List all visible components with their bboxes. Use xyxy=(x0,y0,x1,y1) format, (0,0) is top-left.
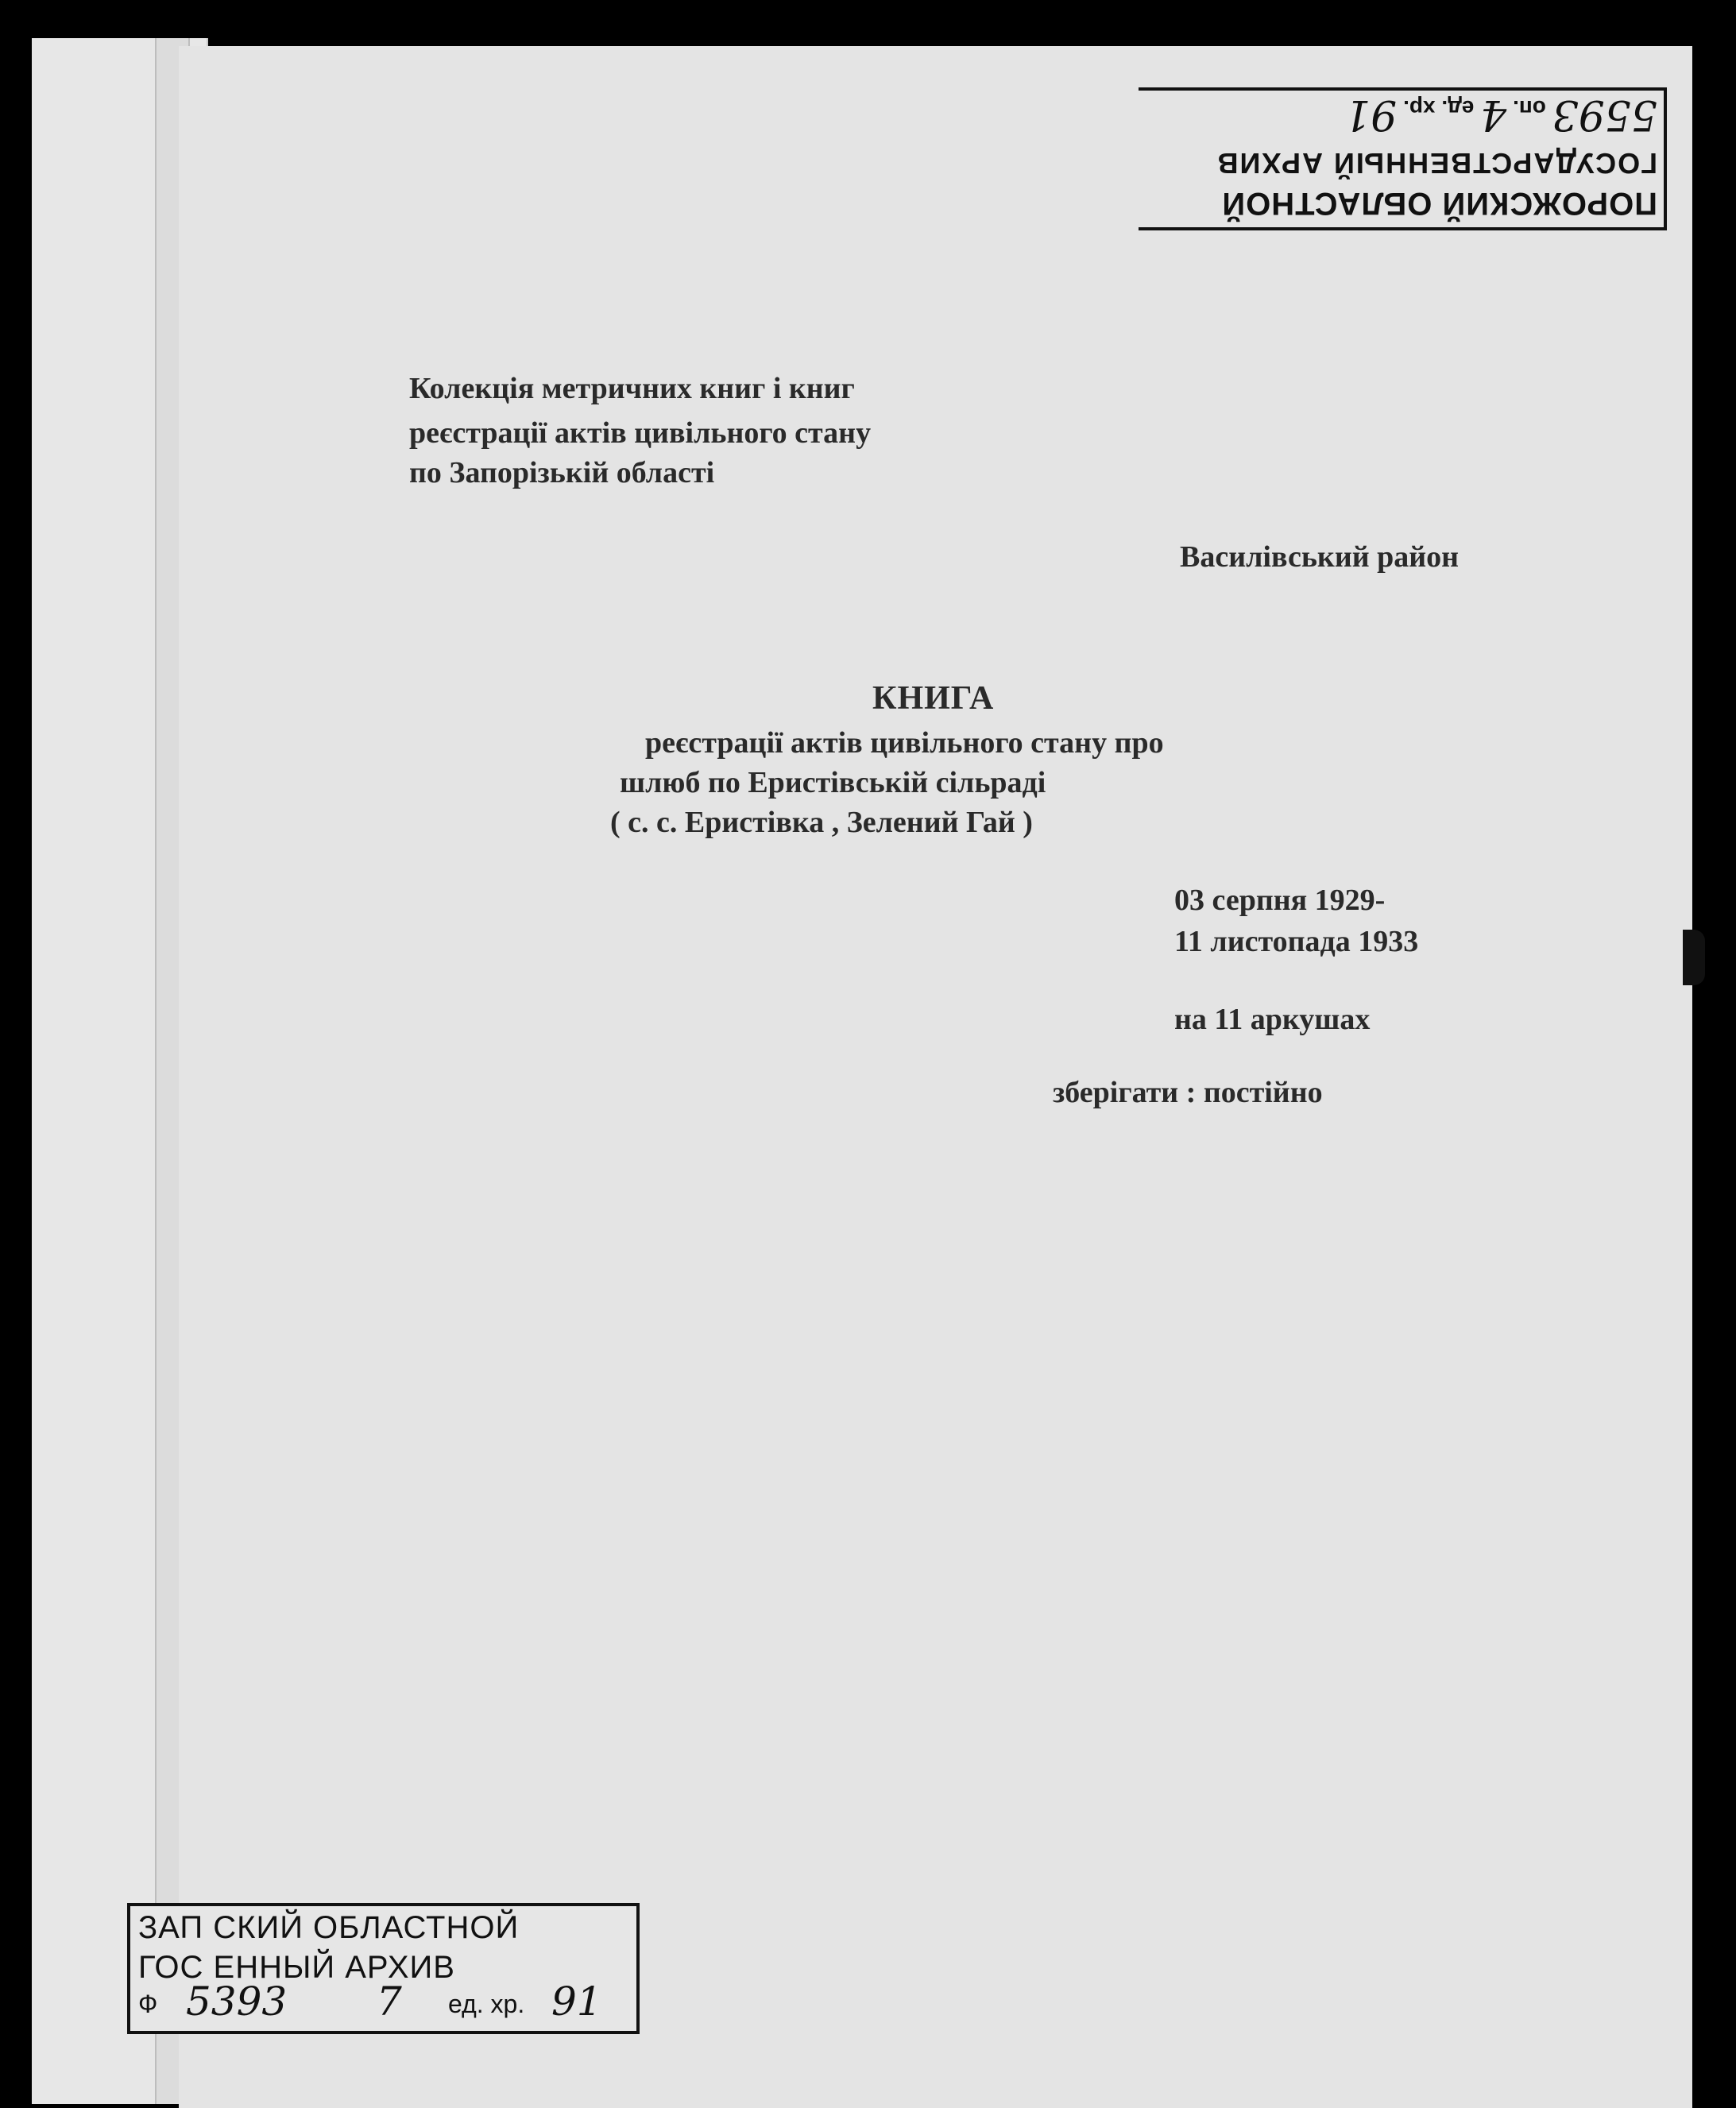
collection-line3: по Запорізькій області xyxy=(409,456,715,489)
collection-line1: Колекція метричних книг і книг xyxy=(409,372,855,405)
sheets-count: на 11 аркушах xyxy=(1174,1003,1371,1036)
stamp-top-line2: ГОСУДАРСТВЕННЫЙ АРХИВ xyxy=(1216,147,1657,180)
book-line2: шлюб по Еристівській сільраді xyxy=(620,766,1046,799)
stamp-top-ed-label: ед. хр. xyxy=(1403,96,1475,121)
stamp-top-op-label: оп. xyxy=(1513,96,1546,121)
collection-line2: реєстрації актів цивільного стану xyxy=(409,416,872,450)
book-line1: реєстрації актів цивільного стану про xyxy=(645,726,1164,760)
paper-sheet xyxy=(179,46,1692,2108)
stamp-bottom-fond-number: 5393 xyxy=(186,1978,288,2025)
stamp-top-line3 xyxy=(1344,91,1657,138)
archive-stamp-top xyxy=(1139,87,1667,230)
stamp-top-item-number: 91 xyxy=(1344,91,1398,138)
district-name: Василівський район xyxy=(1180,540,1460,574)
stamp-top-line1: ПОРОЖСКИЙ ОБЛАСТНОЙ xyxy=(1221,186,1657,221)
stamp-bottom-line2: ГОС ЕННЫЙ АРХИВ xyxy=(138,1950,455,1985)
book-line3: ( с. с. Еристівка , Зелений Гай ) xyxy=(610,806,1033,839)
stamp-bottom-item-number: 91 xyxy=(551,1978,602,2025)
stamp-top-opis-number: 4 xyxy=(1480,91,1507,138)
storage-term: зберігати : постійно xyxy=(1053,1076,1323,1109)
page-tab xyxy=(1683,930,1705,985)
stamp-bottom-opis-number: 7 xyxy=(377,1978,402,2025)
stamp-top-fond-number: 5593 xyxy=(1552,91,1657,138)
stamp-bottom-line1: ЗАП СКИЙ ОБЛАСТНОЙ xyxy=(138,1910,520,1945)
archive-stamp-bottom xyxy=(127,1903,640,2034)
book-title: КНИГА xyxy=(872,680,995,717)
date-from: 03 серпня 1929- xyxy=(1174,884,1386,917)
stamp-bottom-ed-label: ед. хр. xyxy=(448,1990,525,2018)
date-to: 11 листопада 1933 xyxy=(1174,925,1419,958)
stamp-bottom-fond-label: Ф xyxy=(138,1990,158,2018)
